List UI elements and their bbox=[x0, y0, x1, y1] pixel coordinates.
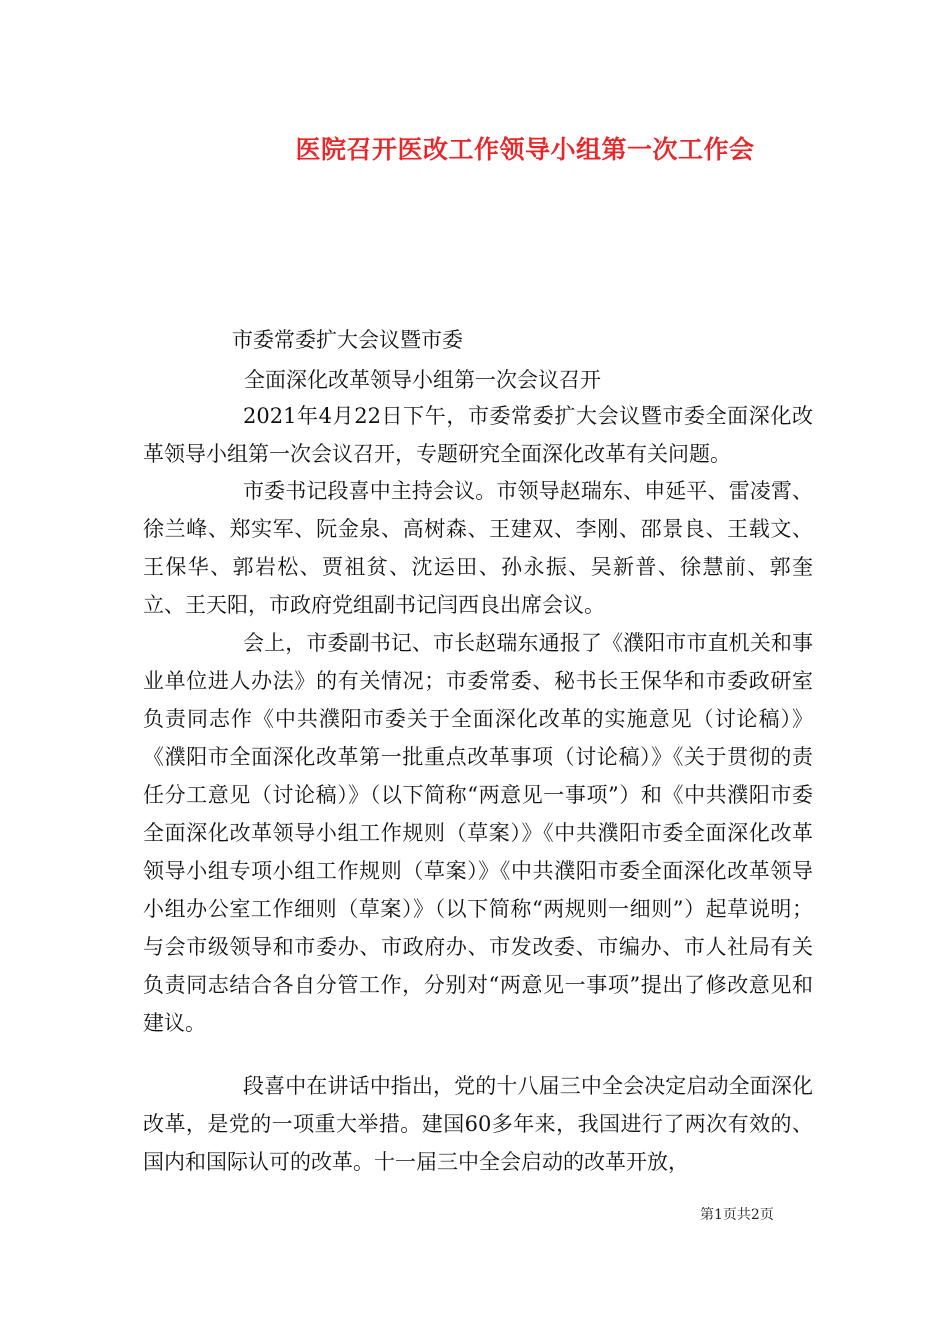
paragraph-2: 市委书记段喜中主持会议。市领导赵瑞东、申延平、雷凌霄、徐兰峰、郑实军、阮金泉、高树森、王建双、李刚、邵景良、王载文、王保华、郭岩松、贾祖贫、沈运田、孙永振、吴新普、徐慧前、郭奎立、王天阳，市政府党组副书记闫西良出席会议。 bbox=[143, 479, 813, 617]
subheading-2: 全面深化改革领导小组第一次会议召开 bbox=[244, 368, 601, 392]
document-title: 医院召开医改工作领导小组第一次工作会 bbox=[295, 135, 755, 164]
subheading-1: 市委常委扩大会议暨市委 bbox=[232, 328, 463, 352]
paragraph-3: 会上，市委副书记、市长赵瑞东通报了《濮阳市市直机关和事业单位进人办法》的有关情况；市委常委、秘书长王保华和市委政研室负责同志作《中共濮阳市委关于全面深化改革的实施意见（讨论稿）》《濮阳市全面深化改革第一批重点改革事项（讨论稿）》《关于贯彻的责任分工意见（讨论稿）》（以下简称“两意见一事项”）和《中共濮阳市委全面深化改革领导小组工作规则（草案）》《中共濮阳市委全面深化改革领导小组专项小组工作规则（草案）》《中共濮阳市委全面深化改革领导小组办公室工作细则（草案）》（以下简称“两规则一细则”）起草说明；与会市级领导和市委办、市政府办、市发改委、市编办、市人社局有关负责同志结合各自分管工作，分别对“两意见一事项”提出了修改意见和建议。 bbox=[143, 631, 813, 1035]
paragraph-1: 2021年4月22日下午，市委常委扩大会议暨市委全面深化改革领导小组第一次会议召开，专题研究全面深化改革有关问题。 bbox=[143, 404, 813, 466]
page-indicator: 第1页共2页 bbox=[700, 1207, 774, 1223]
paragraph-4: 段喜中在讲话中指出，党的十八届三中全会决定启动全面深化改革，是党的一项重大举措。建国60多年来，我国进行了两次有效的、国内和国际认可的改革。十一届三中全会启动的改革开放， bbox=[143, 1074, 813, 1174]
